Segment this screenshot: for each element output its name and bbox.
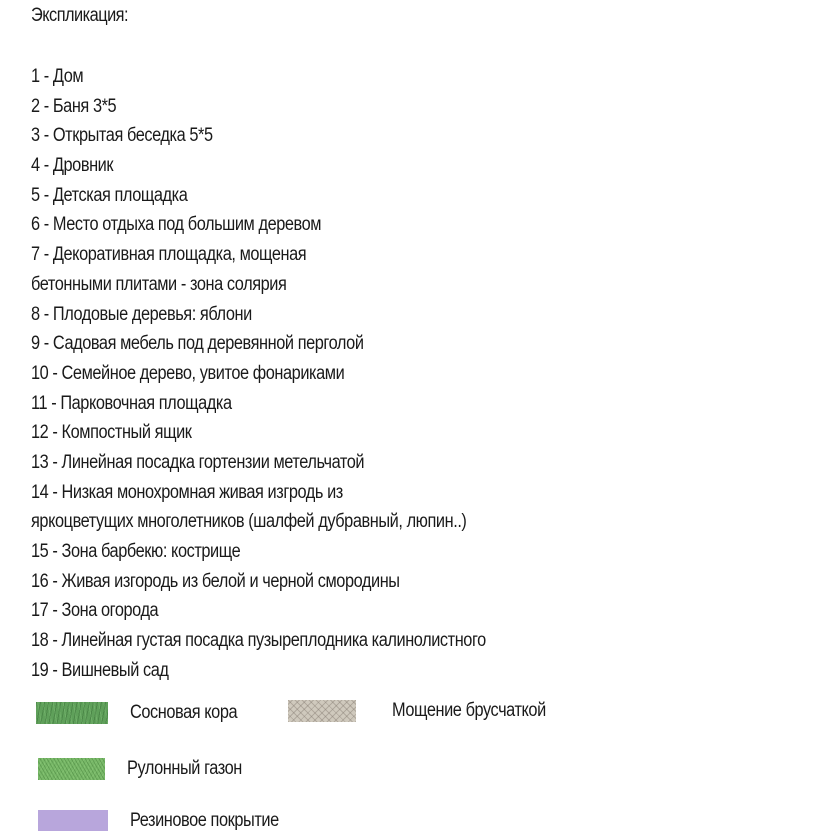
explication-list: [31, 62, 560, 685]
lawn-swatch: [38, 758, 105, 780]
rubber-swatch: [38, 810, 108, 831]
list-item: 5 - Детская площадка: [31, 184, 188, 206]
list-item: 6 - Место отдыха под большим деревом: [31, 214, 322, 236]
paving-swatch: [288, 700, 356, 722]
list-item: 18 - Линейная густая посадка пузыреплодника калинолистного: [31, 630, 486, 652]
list-item: 19 - Вишневый сад: [31, 659, 169, 681]
list-item-continuation: бетонными плитами - зона солярия: [31, 273, 287, 295]
list-item: 9 - Садовая мебель под деревянной перголой: [31, 333, 364, 355]
list-item: 15 - Зона барбекю: кострище: [31, 541, 241, 562]
lawn-label: Рулонный газон: [127, 758, 242, 779]
list-item: 16 - Живая изгородь из белой и черной смородины: [31, 570, 400, 592]
list-item-continuation: яркоцветущих многолетников (шалфей дубравный, люпин..): [31, 511, 467, 533]
list-item: 14 - Низкая монохромная живая изгродь из: [31, 481, 343, 503]
pine-bark-label: Сосновая кора: [130, 702, 238, 723]
list-item: 12 - Компостный ящик: [31, 422, 192, 444]
list-item: 2 - Баня 3*5: [31, 95, 117, 117]
list-item: 3 - Открытая беседка 5*5: [31, 125, 213, 147]
list-item: 13 - Линейная посадка гортензии метельчатой: [31, 451, 365, 473]
pine-bark-swatch: [36, 702, 108, 724]
paving-label: Мощение брусчаткой: [392, 700, 546, 721]
list-item: 8 - Плодовые деревья: яблони: [31, 303, 252, 325]
list-item: 1 - Дом: [31, 66, 84, 87]
list-item: 17 - Зона огорода: [31, 600, 159, 622]
rubber-label: Резиновое покрытие: [130, 810, 279, 831]
explication-title: Экспликация:: [31, 5, 129, 26]
list-item: 7 - Декоративная площадка, мощеная: [31, 244, 307, 266]
list-item: 11 - Парковочная площадка: [31, 392, 232, 414]
list-item: 10 - Семейное дерево, увитое фонариками: [31, 362, 345, 384]
list-item: 4 - Дровник: [31, 155, 114, 177]
